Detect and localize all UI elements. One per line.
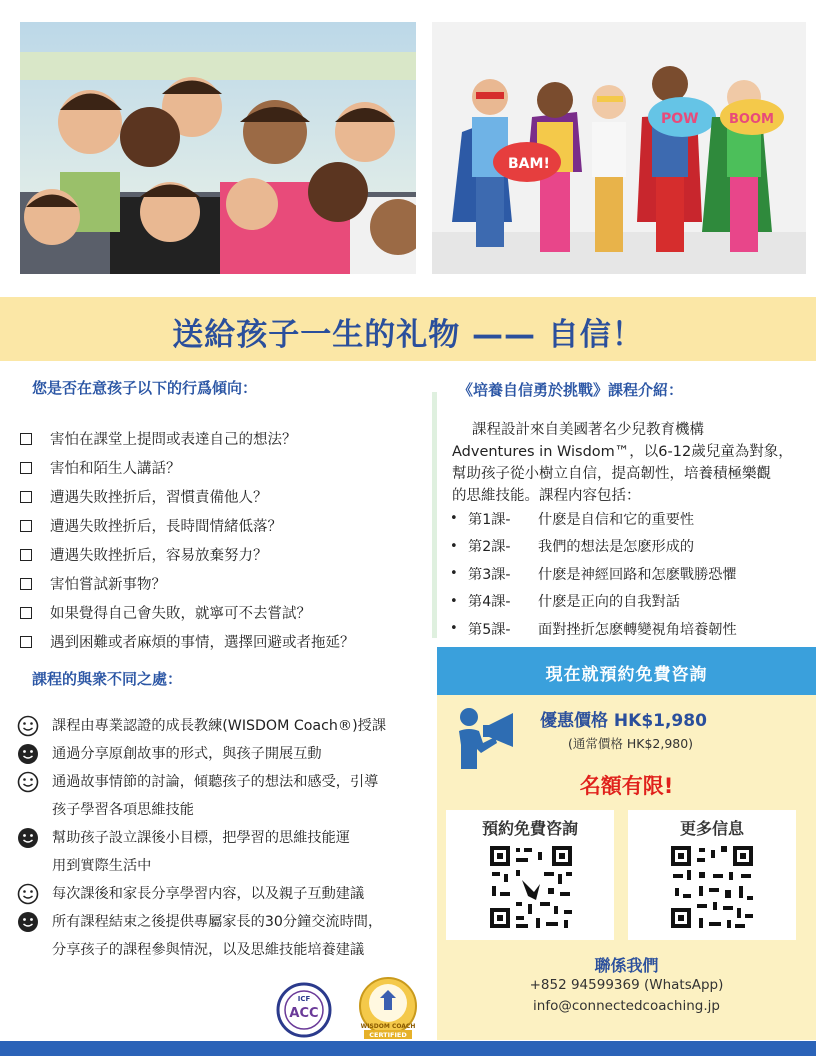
banner-title: 送給孩子一生的礼物 —— 自信！ bbox=[172, 317, 644, 353]
title-banner bbox=[0, 297, 816, 361]
qr-card-more-info[interactable] bbox=[628, 810, 796, 940]
regular-price: (通常價格 HK$2,980) bbox=[568, 736, 694, 751]
feature-item: 幫助孩子設立課後小目標，把學習的思維技能運 用到實際生活中 bbox=[14, 824, 424, 880]
behavior-checklist bbox=[20, 424, 420, 656]
checklist-item: 遭遇失敗挫折后，長時間情緒低落？ bbox=[20, 511, 420, 540]
booking-heading: 現在就預約免費咨詢 bbox=[545, 665, 708, 685]
lesson-item: • 第1課- 什麽是自信和它的重要性 bbox=[450, 511, 695, 528]
checklist-item: 遭遇失敗挫折后，習慣責備他人？ bbox=[20, 482, 420, 511]
dark-face-icon bbox=[14, 824, 42, 852]
svg-text:BOOM: BOOM bbox=[729, 112, 774, 127]
qr-label-more-info: 更多信息 bbox=[679, 819, 744, 838]
feature-item: 每次課後和家長分享學習内容，以及親子互動建議 bbox=[14, 880, 424, 908]
checklist-item: 害怕和陌生人講話？ bbox=[20, 453, 420, 482]
dark-face-icon bbox=[14, 908, 42, 936]
lesson-item: • 第4課- 什麽是正向的自我對話 bbox=[450, 593, 680, 611]
more-info-qr-code[interactable] bbox=[669, 844, 755, 930]
checklist-item: 遇到困難或者麻煩的事情，選擇回避或者拖延？ bbox=[20, 627, 420, 656]
feature-item: 所有課程結束之後提供專屬家長的30分鐘交流時間， 分享孩子的課程參與情況，以及思維技能培養建議 bbox=[14, 908, 424, 964]
checklist-item: 如果覺得自己會失敗，就寧可不去嘗試？ bbox=[20, 598, 420, 627]
dark-face-icon bbox=[14, 740, 42, 768]
checklist-item: 害怕嘗試新事物？ bbox=[20, 569, 420, 598]
smile-face-icon bbox=[14, 880, 42, 908]
promo-price: 優惠價格 HK$1,980 bbox=[540, 711, 707, 731]
qr-label-booking: 預約免費咨詢 bbox=[481, 819, 578, 838]
feature-item: 課程由專業認證的成長教練(WISDOM Coach®)授課 bbox=[14, 712, 424, 740]
wisdom-coach-certified-badge bbox=[352, 976, 424, 1040]
checkbox-icon bbox=[20, 549, 32, 561]
behavior-heading: 您是否在意孩子以下的行爲傾向： bbox=[32, 379, 258, 397]
qr-card-booking[interactable] bbox=[446, 810, 614, 940]
lesson-list bbox=[450, 505, 810, 643]
svg-text:WISDOM COACH: WISDOM COACH bbox=[360, 1023, 416, 1030]
svg-text:CERTIFIED: CERTIFIED bbox=[369, 1031, 407, 1039]
checkbox-icon bbox=[20, 636, 32, 648]
smile-face-icon bbox=[14, 712, 42, 740]
acc-badge bbox=[276, 982, 332, 1038]
divider bbox=[432, 392, 437, 638]
course-heading: 《培養自信勇於挑戰》課程介紹： bbox=[458, 381, 684, 399]
svg-text:ACC: ACC bbox=[289, 1006, 319, 1021]
svg-text:POW: POW bbox=[661, 111, 699, 127]
limited-spots: 名額有限! bbox=[579, 774, 674, 798]
checklist-item: 遭遇失敗挫折后，容易放棄努力？ bbox=[20, 540, 420, 569]
smile-face-icon bbox=[14, 768, 42, 796]
contact-phone[interactable]: +852 94599369 (WhatsApp) bbox=[529, 977, 724, 993]
checkbox-icon bbox=[20, 433, 32, 445]
lesson-item: • 第3課- 什麽是神經回路和怎麽戰勝恐懼 bbox=[450, 566, 737, 583]
booking-qr-code[interactable] bbox=[488, 844, 574, 930]
feature-item: 通過故事情節的討論，傾聽孩子的想法和感受，引導 孩子學習各項思維技能 bbox=[14, 768, 424, 824]
checklist-item: 害怕在課堂上提問或表達自己的想法？ bbox=[20, 424, 420, 453]
booking-header[interactable] bbox=[437, 647, 816, 695]
checkbox-icon bbox=[20, 491, 32, 503]
svg-text:ICF: ICF bbox=[297, 995, 311, 1003]
checkbox-icon bbox=[20, 578, 32, 590]
feature-item: 通過分享原創故事的形式，與孩子開展互動 bbox=[14, 740, 424, 768]
contact-heading: 聯係我們 bbox=[594, 956, 659, 975]
checkbox-icon bbox=[20, 520, 32, 532]
checkbox-icon bbox=[20, 607, 32, 619]
course-intro: 課程設計來自美國著名少兒教育機構 Adventures in Wisdom™，以6-12歲兒童為對象， 幫助孩子從小樹立自信，提高韌性，培養積極樂觀 的思維技能。課程内容包括： bbox=[452, 422, 793, 504]
features-heading: 課程的與衆不同之處： bbox=[32, 670, 183, 688]
lesson-item: • 第2課- 我們的想法是怎麽形成的 bbox=[450, 538, 695, 556]
footer-bar bbox=[0, 1041, 816, 1056]
svg-text:BAM!: BAM! bbox=[508, 156, 550, 172]
superhero-kids-photo bbox=[432, 22, 806, 274]
megaphone-person-icon bbox=[455, 705, 523, 771]
contact-email[interactable]: info@connectedcoaching.jp bbox=[533, 998, 720, 1014]
kids-group-photo bbox=[20, 22, 416, 274]
features-list bbox=[14, 712, 424, 964]
lesson-item: • 第5課- 面對挫折怎麽轉變視角培養韌性 bbox=[450, 621, 737, 638]
checkbox-icon bbox=[20, 462, 32, 474]
